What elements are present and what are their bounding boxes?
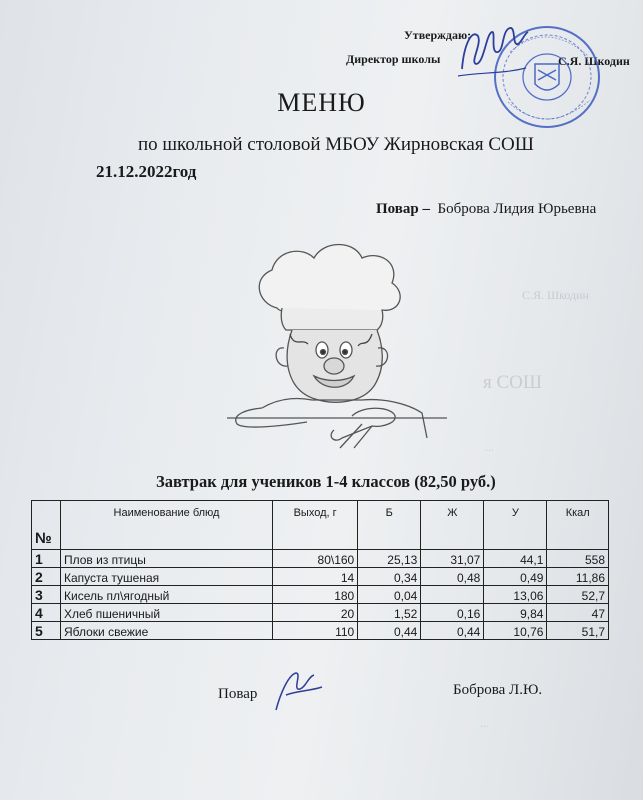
row-output: 110 (273, 622, 358, 640)
row-dish-name: Капуста тушеная (61, 568, 273, 586)
row-output: 20 (273, 604, 358, 622)
ghost-text-3: ... (485, 440, 494, 454)
row-num: 2 (32, 568, 61, 586)
header-u: У (484, 501, 547, 550)
table-row (32, 568, 609, 586)
row-num: 3 (32, 586, 61, 604)
row-fat: 31,07 (421, 550, 484, 568)
row-num: 1 (32, 550, 61, 568)
row-dish-name: Хлеб пшеничный (61, 604, 273, 622)
header-name: Наименование блюд (61, 501, 273, 550)
cook-signature (266, 665, 326, 715)
row-protein: 0,04 (358, 586, 421, 604)
row-protein: 0,34 (358, 568, 421, 586)
cook-line (376, 201, 596, 218)
cook-label: Повар – (376, 201, 430, 217)
header-output: Выход, г (273, 501, 358, 550)
row-protein: 1,52 (358, 604, 421, 622)
row-carbs: 44,1 (484, 550, 547, 568)
header-b: Б (358, 501, 421, 550)
row-carbs: 9,84 (484, 604, 547, 622)
row-num: 4 (32, 604, 61, 622)
menu-table (31, 500, 609, 640)
approve-label: Утверждаю: (404, 28, 472, 42)
header-zh: Ж (421, 501, 484, 550)
ghost-text-1: С.Я. Шкодин (522, 288, 589, 302)
row-carbs: 10,76 (484, 622, 547, 640)
row-num: 5 (32, 622, 61, 640)
table-row (32, 586, 609, 604)
ghost-text-2: я СОШ (483, 372, 543, 393)
chef-illustration (222, 238, 452, 453)
row-protein: 0,44 (358, 622, 421, 640)
table-header-row (32, 501, 609, 550)
row-kcal: 51,7 (547, 622, 609, 640)
row-protein: 25,13 (358, 550, 421, 568)
row-carbs: 13,06 (484, 586, 547, 604)
table-row (32, 604, 609, 622)
row-fat: 0,44 (421, 622, 484, 640)
page-subtitle: по школьной столовой МБОУ Жирновская СОШ (138, 134, 534, 155)
director-label: Директор школы (346, 52, 441, 66)
header-kcal: Ккал (547, 501, 609, 550)
row-kcal: 558 (547, 550, 609, 568)
row-output: 80\160 (273, 550, 358, 568)
table-title: Завтрак для учеников 1-4 классов (82,50 руб.) (156, 472, 496, 491)
row-kcal: 11,86 (547, 568, 609, 586)
director-signature (452, 14, 532, 84)
table-row (32, 622, 609, 640)
director-name: С.Я. Шкодин (558, 54, 630, 68)
header-num: № (32, 501, 61, 550)
menu-date: 21.12.2022год (96, 162, 197, 181)
row-dish-name: Яблоки свежие (61, 622, 273, 640)
row-dish-name: Плов из птицы (61, 550, 273, 568)
row-carbs: 0,49 (484, 568, 547, 586)
cook-name: Боброва Лидия Юрьевна (437, 201, 597, 217)
table-row (32, 550, 609, 568)
row-kcal: 52,7 (547, 586, 609, 604)
footer-cook-name: Боброва Л.Ю. (453, 682, 543, 698)
row-fat: 0,16 (421, 604, 484, 622)
page-title: МЕНЮ (277, 88, 366, 117)
ghost-text-4: ... (480, 716, 489, 730)
row-output: 180 (273, 586, 358, 604)
row-output: 14 (273, 568, 358, 586)
row-fat (421, 586, 484, 604)
row-dish-name: Кисель пл\ягодный (61, 586, 273, 604)
footer-cook-label: Повар (218, 686, 258, 702)
row-fat: 0,48 (421, 568, 484, 586)
row-kcal: 47 (547, 604, 609, 622)
